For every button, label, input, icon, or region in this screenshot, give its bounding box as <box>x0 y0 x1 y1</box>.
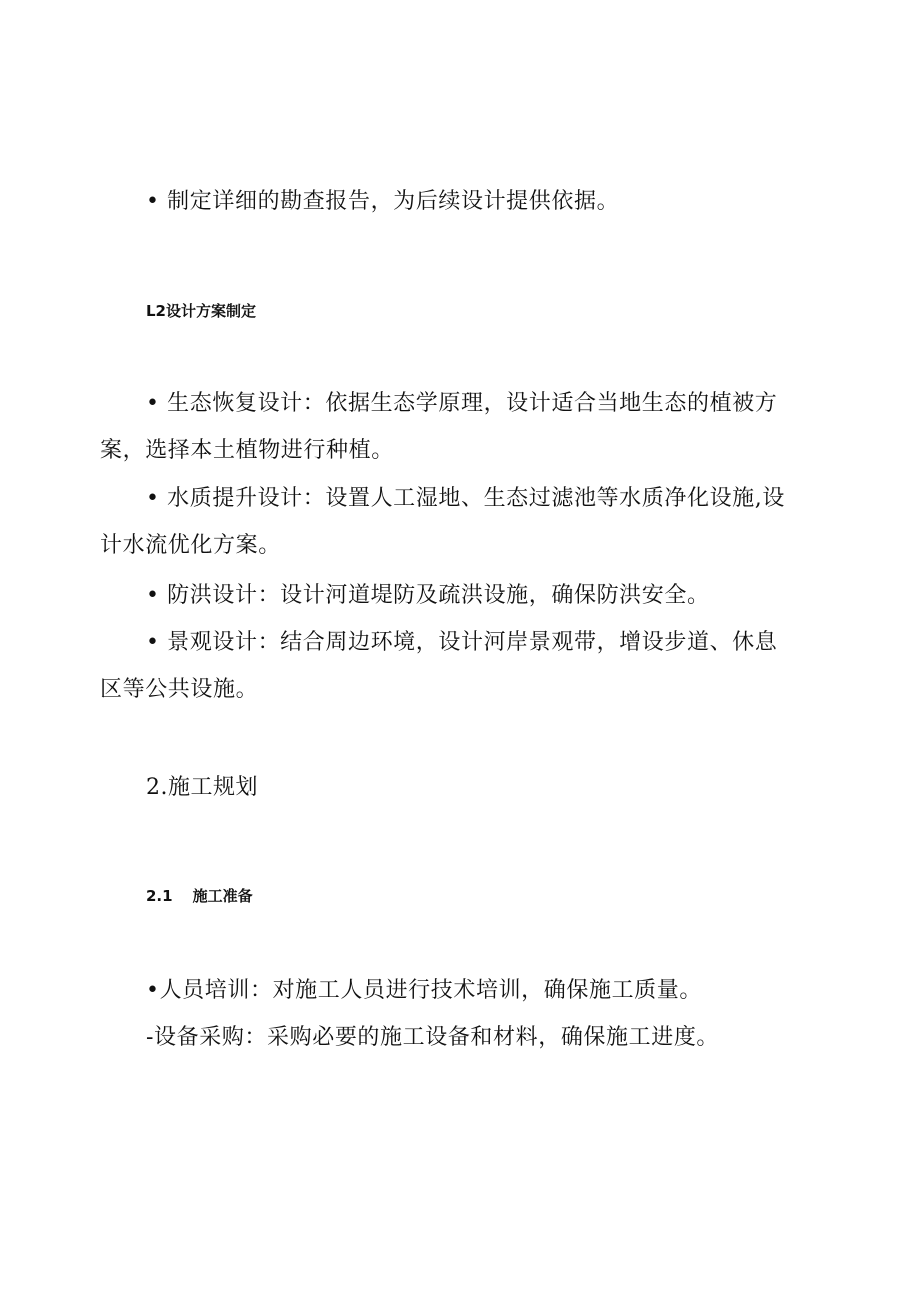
water-quality-bullet-line-2: 计水流优化方案。 <box>100 533 281 558</box>
ecology-bullet-line-1: • 生态恢复设计：依据生态学原理，设计适合当地生态的植被方 <box>146 391 778 416</box>
training-bullet: •人员培训：对施工人员进行技术培训，确保施工质量。 <box>146 978 702 1003</box>
section-heading-1-2: L2设计方案制定 <box>146 302 256 320</box>
flood-control-bullet: • 防洪设计：设计河道堤防及疏洪设施，确保防洪安全。 <box>146 583 710 608</box>
procurement-item: -设备采购：采购必要的施工设备和材料，确保施工进度。 <box>146 1025 720 1050</box>
section-heading-2: 2.施工规划 <box>146 775 258 800</box>
section-heading-2-1 <box>146 889 253 904</box>
section-title: 施工准备 <box>192 887 253 905</box>
ecology-bullet-line-2: 案，选择本土植物进行种植。 <box>100 438 394 463</box>
water-quality-bullet-line-1: • 水质提升设计：设置人工湿地、生态过滤池等水质净化设施,设 <box>146 486 785 511</box>
intro-bullet: • 制定详细的勘查报告，为后续设计提供依据。 <box>146 189 620 214</box>
landscape-bullet-line-1: • 景观设计：结合周边环境，设计河岸景观带，增设步道、休息 <box>146 630 778 655</box>
landscape-bullet-line-2: 区等公共设施。 <box>100 677 259 702</box>
section-number: 2.1 <box>146 887 173 905</box>
